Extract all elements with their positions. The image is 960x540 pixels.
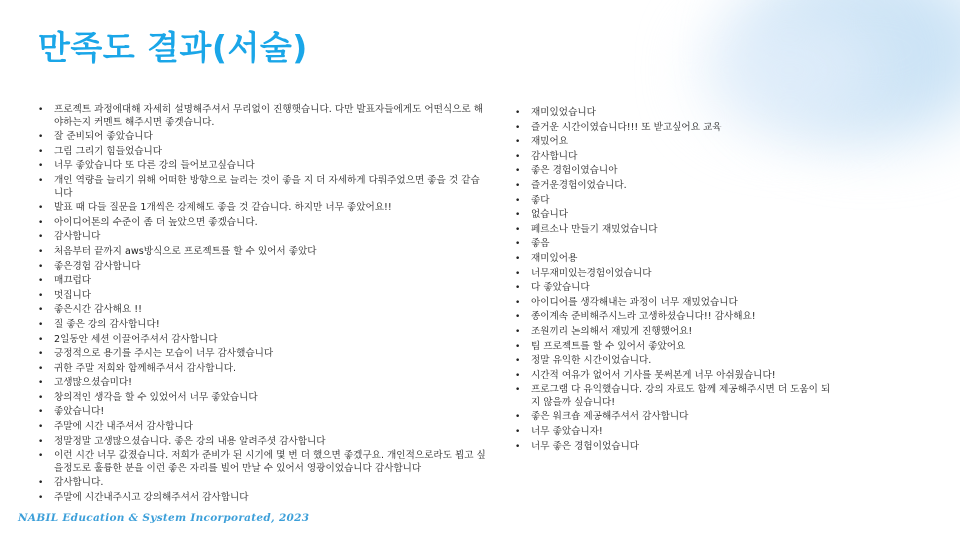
feedback-item: • 없습니다 — [515, 209, 835, 222]
feedback-item: • 좋은 워크숍 제공해주셔서 감사합니다 — [515, 411, 835, 424]
feedback-item: • 좋았습니다! — [38, 406, 488, 419]
feedback-item: • 즐거운경험이었습니다. — [515, 180, 835, 193]
feedback-item: • 조원끼리 논의해서 재밌게 진행했어요! — [515, 326, 835, 339]
feedback-item: • 즐거운 시간이였습니다!!! 또 받고싶어요 교육 — [515, 122, 835, 135]
feedback-item: • 감사합니다 — [515, 151, 835, 164]
feedback-item: • 질 좋은 강의 감사합니다! — [38, 319, 488, 332]
feedback-list-left — [38, 104, 488, 507]
feedback-item: • 고생많으셨습미다! — [38, 377, 488, 390]
feedback-item: • 정말 유익한 시간이었습니다. — [515, 355, 835, 368]
feedback-item: • 너무재미있는경험이었습니다 — [515, 268, 835, 281]
feedback-item: • 팀 프로젝트를 할 수 있어서 좋았어요 — [515, 341, 835, 354]
feedback-item: • 좋은시간 감사해요 !! — [38, 304, 488, 317]
feedback-item: • 이런 시간 너무 값졌습니다. 저희가 준비가 된 시기에 몇 번 더 했으면 좋겠구요. 개인적으로라도 뵙고 싶을정도로 훌륭한 분을 이런 좋은 자리를 빌어 만날 수 있어서 영광이었습니다 감사합니다 — [38, 450, 488, 475]
feedback-item: • 시간적 여유가 없어서 기사를 못써본게 너무 아쉬웠습니다! — [515, 370, 835, 383]
feedback-item: • 귀한 주말 저희와 함께해주셔서 감사합니다. — [38, 363, 488, 376]
feedback-item: • 프로그램 다 유익했습니다. 강의 자료도 함께 제공해주시면 더 도움이 되지 않을까 싶습니다! — [515, 384, 835, 409]
feedback-item: • 정말정말 고생많으셨습니다. 좋은 강의 내용 알려주셧 감사합니다 — [38, 436, 488, 449]
feedback-item: • 좋은 경험이였습니아 — [515, 165, 835, 178]
feedback-item: • 감사합니다 — [38, 231, 488, 244]
feedback-item: • 너무 좋았습니자! — [515, 426, 835, 439]
feedback-item: • 재밌어요 — [515, 136, 835, 149]
feedback-item: • 창의적인 생각을 할 수 있었어서 너무 좋았습니다 — [38, 392, 488, 405]
feedback-item: • 페르소나 만들기 재밌었습니다 — [515, 224, 835, 237]
footer-text: NABIL Education & System Incorporated, 2023 — [18, 512, 310, 524]
feedback-item: • 아이디어를 생각해내는 과정이 너무 재밌었습니다 — [515, 297, 835, 310]
feedback-item: • 너무 좋은 경험이었습니다 — [515, 441, 835, 454]
feedback-item: • 다 좋았습니다 — [515, 282, 835, 295]
feedback-item: • 좋은경험 감사합니다 — [38, 261, 488, 274]
feedback-item: • 너무 좋았습니다 또 다른 강의 들어보고싶습니다 — [38, 160, 488, 173]
feedback-item: • 종이계속 준비해주시느라 고생하셨습니다!! 감사해요! — [515, 311, 835, 324]
page-title: 만족도 결과(서술) — [38, 28, 308, 67]
feedback-item: • 개인 역량을 늘리기 위해 어떠한 방향으로 늘리는 것이 좋을 지 더 자세하게 다뤄주었으면 좋을 것 같습니다 — [38, 175, 488, 200]
feedback-item: • 재미있었습니다 — [515, 107, 835, 120]
feedback-item: • 처음부터 끝까지 aws방식으로 프로젝트를 할 수 있어서 좋았다 — [38, 246, 488, 259]
feedback-item: • 주말에 시간 내주셔서 감사합니다 — [38, 421, 488, 434]
feedback-item: • 감사합니다. — [38, 477, 488, 490]
feedback-list-right — [515, 107, 835, 455]
feedback-item: • 2일동안 세션 이끌어주셔서 감사합니다 — [38, 334, 488, 347]
feedback-item: • 재미있어용 — [515, 253, 835, 266]
feedback-item: • 아이디어톤의 수준이 좀 더 높았으면 좋겠습니다. — [38, 217, 488, 230]
feedback-item: • 주말에 시간내주시고 강의해주셔서 감사합니다 — [38, 492, 488, 505]
feedback-item: • 좋음 — [515, 238, 835, 251]
feedback-item: • 매끄럽다 — [38, 275, 488, 288]
feedback-item: • 긍정적으로 용기를 주시는 모습이 너무 감사했습니다 — [38, 348, 488, 361]
feedback-item: • 그림 그리기 힘들었습니다 — [38, 146, 488, 159]
feedback-item: • 프로젝트 과정에대해 자세히 설명해주셔서 무리없이 진행햇습니다. 다만 발표자들에게도 어떤식으로 해야하는지 커멘트 해주시면 좋겟습니다. — [38, 104, 488, 129]
feedback-item: • 잘 준비되어 좋았습니다 — [38, 131, 488, 144]
feedback-item: • 좋다 — [515, 195, 835, 208]
feedback-item: • 발표 때 다들 질문을 1개씩은 강제해도 좋을 것 같습니다. 하지만 너무 좋았어요!! — [38, 202, 488, 215]
feedback-item: • 멋집니다 — [38, 290, 488, 303]
